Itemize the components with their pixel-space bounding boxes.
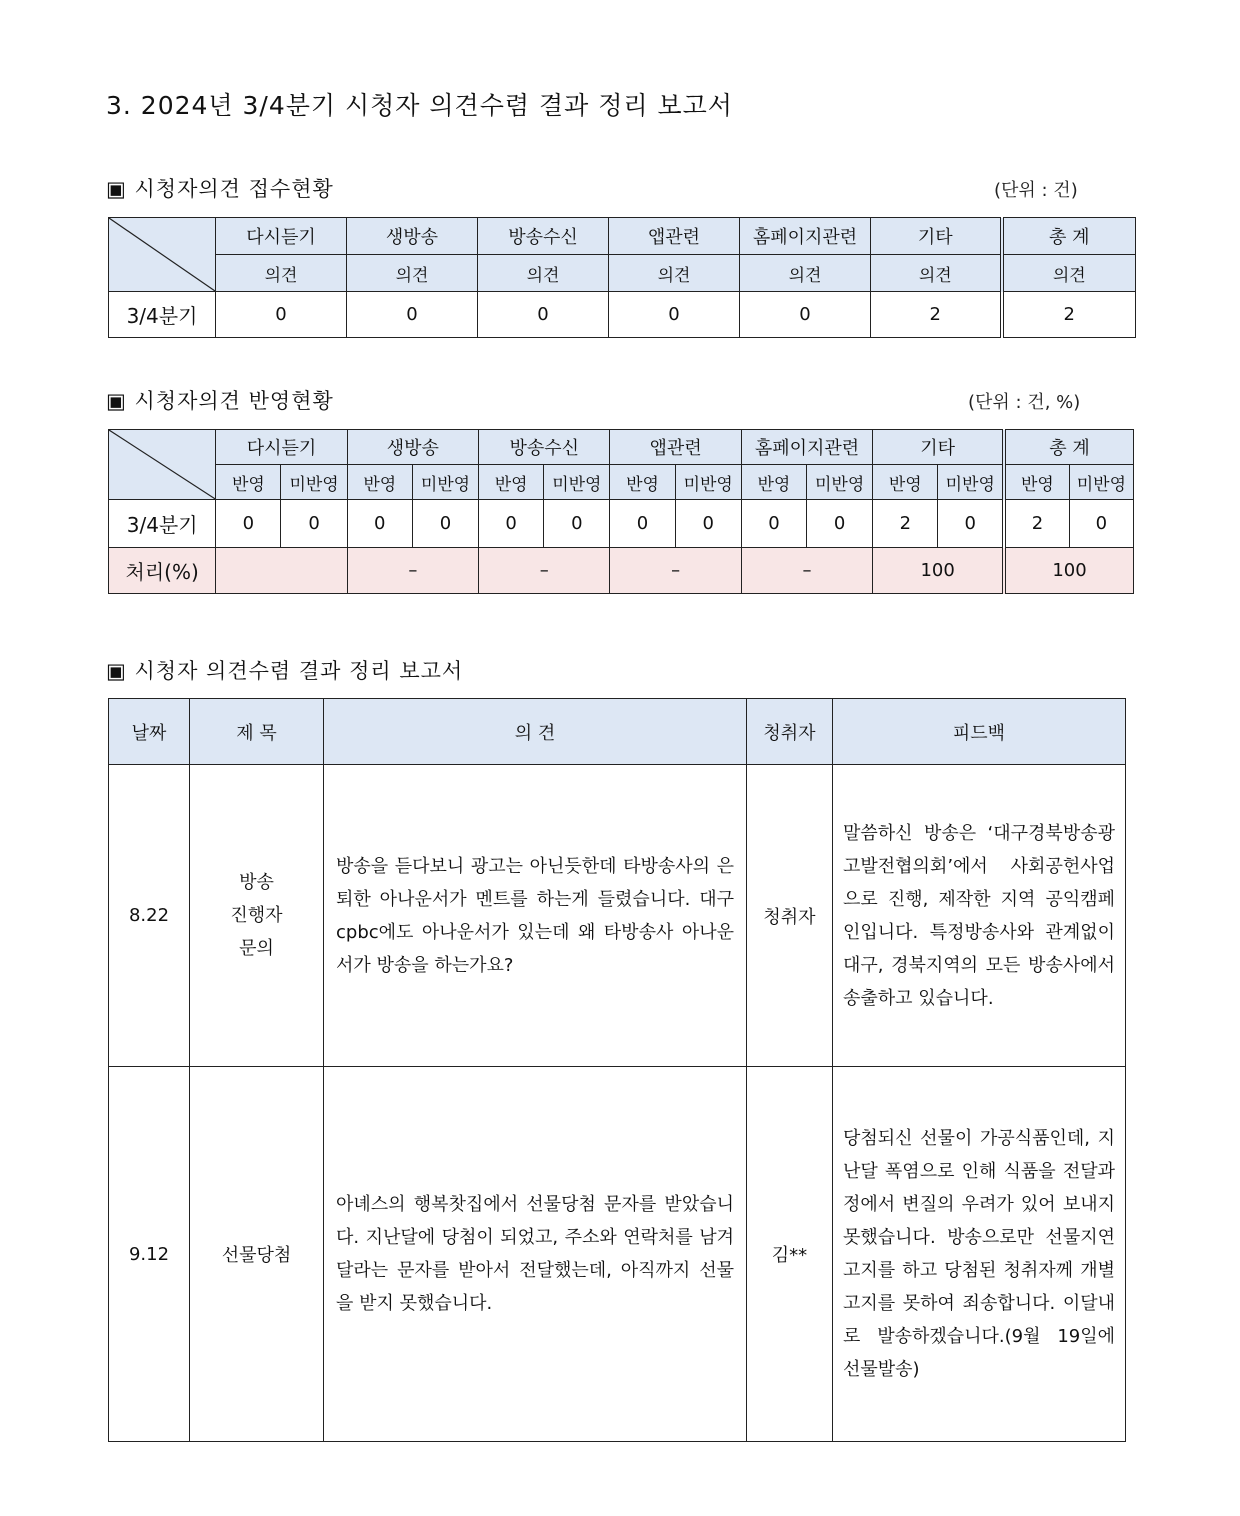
feedback-cell: 당첨되신 선물이 가공식품인데, 지난달 폭염으로 인해 식품을 전달과정에서 변질의 우려가 있어 보내지 못했습니다. 방송으로만 선물지연 고지를 하고 당첨된 청취자께 개별 고지를 못하여 죄송합니다. 이달내로 발송하겠습니다.(9월 19일에 선물발송) (833, 1067, 1126, 1442)
count-cell: 0 (216, 292, 347, 338)
opinion-subheader: 의견 (740, 255, 871, 292)
listener-cell: 청취자 (747, 765, 833, 1067)
count-cell: 2 (873, 500, 938, 548)
count-cell: 0 (412, 500, 478, 548)
rate-cell: 100 (873, 548, 1004, 594)
count-cell: 0 (478, 292, 609, 338)
report-table (108, 698, 1126, 1442)
date-cell: 8.22 (109, 765, 190, 1067)
category-header: 기타 (871, 218, 1002, 255)
total-cell: 0 (1069, 500, 1133, 548)
listener-cell: 김** (747, 1067, 833, 1442)
total-header: 총 계 (1004, 430, 1133, 465)
subject-line: 문의 (239, 938, 274, 959)
unreflected-subheader: 미반영 (412, 465, 478, 500)
count-cell: 0 (741, 500, 806, 548)
reflected-subheader: 반영 (479, 465, 544, 500)
subject-line: 방송 (239, 872, 274, 893)
count-cell: 2 (871, 292, 1002, 338)
date-cell: 9.12 (109, 1067, 190, 1442)
subject-cell (190, 765, 324, 1067)
total-cell: 2 (1002, 292, 1136, 338)
reception-table (108, 217, 1136, 338)
reflected-subheader: 반영 (1004, 465, 1069, 500)
rate-cell (216, 548, 347, 594)
row-label: 3/4분기 (109, 500, 216, 548)
opinion-header: 의 견 (324, 699, 747, 765)
subject-line: 선물당첨 (221, 1245, 292, 1266)
opinion-subheader: 의견 (609, 255, 740, 292)
opinion-subheader: 의견 (478, 255, 609, 292)
count-cell: 0 (347, 500, 412, 548)
reflected-subheader: 반영 (610, 465, 675, 500)
opinion-subheader: 의견 (216, 255, 347, 292)
category-header: 생방송 (347, 218, 478, 255)
category-header: 홈페이지관련 (740, 218, 871, 255)
count-cell: 0 (281, 500, 347, 548)
section2-heading: ▣ 시청자의견 반영현황 (106, 389, 334, 413)
subject-header: 제 목 (190, 699, 324, 765)
category-header: 다시듣기 (216, 430, 347, 465)
section3-heading: ▣ 시청자 의견수렴 결과 정리 보고서 (106, 659, 464, 683)
unreflected-subheader: 미반영 (281, 465, 347, 500)
table-row (109, 1067, 1126, 1442)
count-cell: 0 (740, 292, 871, 338)
category-header: 생방송 (347, 430, 478, 465)
reflection-table (108, 429, 1134, 594)
reflected-subheader: 반영 (216, 465, 281, 500)
opinion-subheader: 의견 (1002, 255, 1136, 292)
category-header: 기타 (873, 430, 1004, 465)
count-cell: 0 (675, 500, 741, 548)
opinion-cell: 아녜스의 행복찻집에서 선물당첨 문자를 받았습니다. 지난달에 당첨이 되었고, 주소와 연락처를 남겨달라는 문자를 받아서 전달했는데, 아직까지 선물을 받지 못했습니다. (324, 1067, 747, 1442)
listener-header: 청취자 (747, 699, 833, 765)
count-cell: 0 (609, 292, 740, 338)
reflected-subheader: 반영 (741, 465, 806, 500)
section2-unit: (단위 : 건, %) (968, 392, 1081, 413)
count-cell: 0 (610, 500, 675, 548)
rate-cell: – (610, 548, 741, 594)
document-title: 3. 2024년 3/4분기 시청자 의견수렴 결과 정리 보고서 (106, 91, 733, 120)
total-cell: 2 (1004, 500, 1069, 548)
unreflected-subheader: 미반영 (544, 465, 610, 500)
opinion-subheader: 의견 (871, 255, 1002, 292)
reflected-subheader: 반영 (347, 465, 412, 500)
category-header: 방송수신 (479, 430, 610, 465)
unreflected-subheader: 미반영 (1069, 465, 1133, 500)
category-header: 다시듣기 (216, 218, 347, 255)
category-header: 앱관련 (609, 218, 740, 255)
subject-cell (190, 1067, 324, 1442)
rate-row-label: 처리(%) (109, 548, 216, 594)
category-header: 홈페이지관련 (741, 430, 872, 465)
opinion-subheader: 의견 (347, 255, 478, 292)
category-header: 방송수신 (478, 218, 609, 255)
count-cell: 0 (544, 500, 610, 548)
table-row (109, 765, 1126, 1067)
feedback-cell: 말씀하신 방송은 ‘대구경북방송광고발전협의회’에서 사회공헌사업으로 진행, 제작한 지역 공익캠페인입니다. 특정방송사와 관계없이 대구, 경북지역의 모든 방송사에서 송출하고 있습니다. (833, 765, 1126, 1067)
row-label: 3/4분기 (109, 292, 216, 338)
count-cell: 0 (347, 292, 478, 338)
diagonal-header-cell (109, 218, 216, 292)
section1-unit: (단위 : 건) (994, 180, 1078, 201)
subject-line: 진행자 (230, 905, 283, 926)
category-header: 앱관련 (610, 430, 741, 465)
rate-cell: – (741, 548, 872, 594)
unreflected-subheader: 미반영 (675, 465, 741, 500)
count-cell: 0 (807, 500, 873, 548)
rate-cell: – (479, 548, 610, 594)
section1-heading: ▣ 시청자의견 접수현황 (106, 177, 334, 201)
count-cell: 0 (216, 500, 281, 548)
reflected-subheader: 반영 (873, 465, 938, 500)
date-header: 날짜 (109, 699, 190, 765)
total-rate-cell: 100 (1004, 548, 1133, 594)
unreflected-subheader: 미반영 (807, 465, 873, 500)
diagonal-header-cell (109, 430, 216, 500)
feedback-header: 피드백 (833, 699, 1126, 765)
count-cell: 0 (479, 500, 544, 548)
rate-cell: – (347, 548, 478, 594)
unreflected-subheader: 미반영 (938, 465, 1004, 500)
total-header: 총 계 (1002, 218, 1136, 255)
opinion-cell: 방송을 듣다보니 광고는 아닌듯한데 타방송사의 은퇴한 아나운서가 멘트를 하는게 들렸습니다. 대구cpbc에도 아나운서가 있는데 왜 타방송사 아나운서가 방송을 하는가요? (324, 765, 747, 1067)
count-cell: 0 (938, 500, 1004, 548)
